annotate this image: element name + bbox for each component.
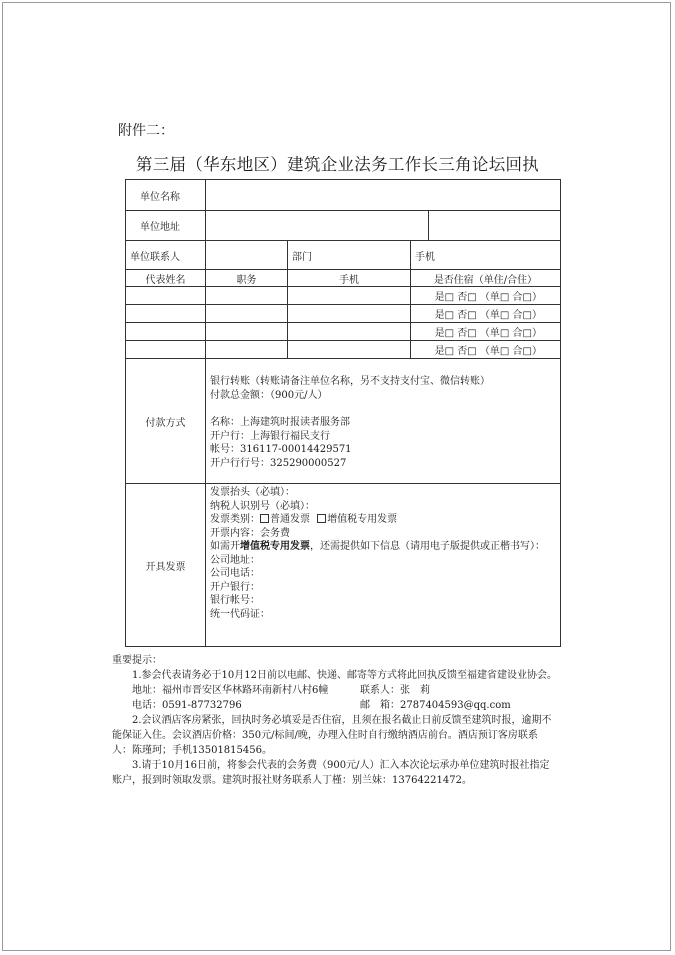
stay-option[interactable]: 是□ 否□ （单□ 合□） — [411, 341, 561, 359]
contact-email: 邮 箱：2787404593@qq.com — [360, 700, 511, 711]
stay-option[interactable]: 是□ 否□ （单□ 合□） — [411, 323, 561, 341]
row-invoice — [126, 484, 561, 647]
invoice-label: 开具发票 — [126, 484, 206, 647]
payment-details — [206, 359, 561, 484]
document-title: 第三届（华东地区）建筑企业法务工作长三角论坛回执 — [135, 155, 540, 174]
row-unit-address — [126, 211, 561, 241]
department-label: 部门 — [288, 241, 411, 270]
reply-form-table — [125, 179, 561, 647]
contact-address: 地址：福州市晋安区华林路环南新村八村6幢 — [132, 685, 329, 696]
unit-address-field[interactable] — [206, 211, 429, 241]
mobile-label: 手机 — [411, 241, 561, 270]
unified-code-line: 统一代码证： — [210, 608, 270, 620]
rep-name-field[interactable] — [126, 323, 206, 341]
stay-option[interactable]: 是□ 否□ （单□ 合□） — [411, 305, 561, 323]
contact-field[interactable] — [206, 241, 288, 270]
contact-person: 联系人：张 莉 — [360, 685, 430, 696]
table-row — [126, 287, 561, 305]
contact-line-1 — [112, 683, 557, 698]
bank-account-line: 银行帐号： — [210, 595, 260, 606]
important-notes — [112, 653, 557, 788]
rep-position-field[interactable] — [206, 341, 288, 359]
invoice-title-line: 发票抬头（必填）： — [210, 487, 295, 498]
bank-name-line: 开户银行： — [210, 581, 260, 593]
rep-mobile-header: 手机 — [288, 270, 411, 287]
unit-address-label: 单位地址 — [126, 211, 206, 241]
unit-name-label: 单位名称 — [126, 180, 206, 211]
table-row — [126, 341, 561, 359]
rep-position-field[interactable] — [206, 305, 288, 323]
unit-address-extra-field[interactable] — [429, 211, 561, 241]
note-item-3: 3.请于10月16日前，将参会代表的会务费（900元/人）汇入本次论坛承办单位建筑时报社指定账户，报到时领取发票。建筑时报社财务联系人丁槿：别兰妹：13764221472。 — [112, 760, 550, 786]
invoice-taxid-line: 纳税人识别号（必填）： — [210, 500, 315, 512]
account-name: 名称：上海建筑时报读者服务部 — [210, 417, 350, 428]
table-row — [126, 305, 561, 323]
rep-mobile-field[interactable] — [288, 323, 411, 341]
payment-amount: 付款总金额：（900元/人） — [210, 389, 328, 401]
row-contact — [126, 241, 561, 270]
rep-mobile-field[interactable] — [288, 341, 411, 359]
rep-name-header: 代表姓名 — [126, 270, 206, 287]
rep-name-field[interactable] — [126, 341, 206, 359]
unit-name-field[interactable] — [206, 180, 561, 211]
checkbox-special-invoice[interactable] — [317, 514, 326, 523]
note-item-1: 1.参会代表请务必于10月12日前以电邮、快递、邮寄等方式将此回执反馈至福建省建设业协会。 — [132, 670, 557, 681]
rep-position-header: 职务 — [206, 270, 288, 287]
invoice-details — [206, 484, 561, 647]
stay-option[interactable]: 是□ 否□ （单□ 合□） — [411, 287, 561, 305]
rep-position-field[interactable] — [206, 287, 288, 305]
invoice-content-line: 开票内容：会务费 — [210, 527, 290, 539]
contact-line-2 — [112, 698, 557, 713]
account-bank: 开户行：上海银行福民支行 — [210, 430, 330, 442]
contact-label: 单位联系人 — [126, 241, 206, 270]
note-item-2: 2.会议酒店客房紧张，回执时务必填妥是否住宿，且须在报名截止日前反馈至建筑时报，逾期不能保证入住。会议酒店价格：350元/标间/晚，办理入住时自行缴纳酒店前台。酒店预订客房联系人：陈瑾珂；手机13501815456。 — [112, 715, 552, 756]
rep-stay-header: 是否住宿（单住/合住） — [411, 270, 561, 287]
company-address-line: 公司地址： — [210, 554, 260, 566]
payment-label: 付款方式 — [126, 359, 206, 484]
checkbox-general-invoice[interactable] — [260, 514, 269, 523]
payment-line: 银行转账（转账请备注单位名称，另不支持支付宝、微信转账） — [210, 376, 490, 387]
rep-mobile-field[interactable] — [288, 287, 411, 305]
row-payment — [126, 359, 561, 484]
vat-note: 如需开增值税专用发票，还需提供如下信息（请用电子版提供或正楷书写）： — [210, 541, 545, 552]
rep-name-field[interactable] — [126, 305, 206, 323]
row-unit-name — [126, 180, 561, 211]
annex-label: 附件二： — [118, 123, 174, 139]
account-number: 帐号：316117-00014429571 — [210, 444, 352, 455]
contact-tel: 电话：0591-87732796 — [132, 700, 242, 711]
bank-code: 开户行行号：325290000527 — [210, 457, 347, 469]
notes-heading: 重要提示： — [112, 655, 162, 666]
invoice-type-line: 发票类别： 普通发票 增值税专用发票 — [210, 514, 398, 525]
rep-mobile-field[interactable] — [288, 305, 411, 323]
rep-name-field[interactable] — [126, 287, 206, 305]
company-phone-line: 公司电话： — [210, 568, 260, 579]
table-row — [126, 323, 561, 341]
row-rep-header — [126, 270, 561, 287]
rep-position-field[interactable] — [206, 323, 288, 341]
